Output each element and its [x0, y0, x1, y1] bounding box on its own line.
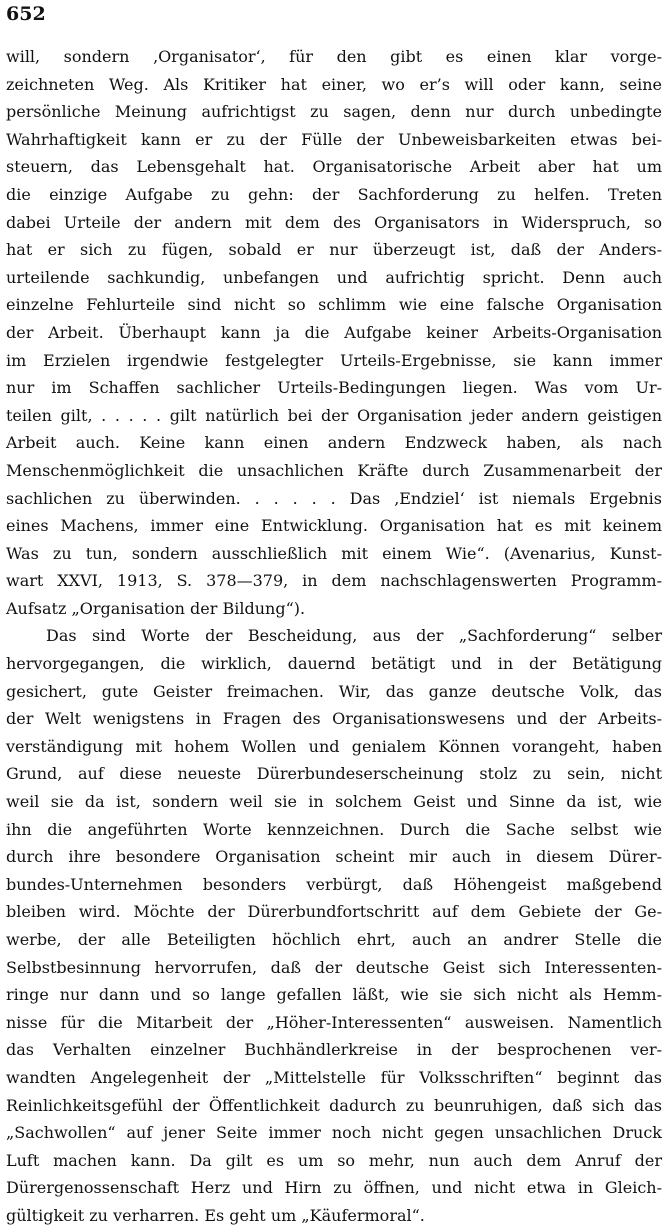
text-line: hat er sich zu fügen, sobald er nur überzeugt ist, daß der Anders- — [6, 240, 662, 260]
text-line: steuern, das Lebensgehalt hat. Organisatorische Arbeit aber hat um — [6, 157, 662, 177]
text-line: Arbeit auch. Keine kann einen andern Endzweck haben, als nach — [6, 433, 662, 453]
text-line: „Sachwollen“ auf jener Seite immer noch nicht gegen unsachlichen Druck — [6, 1123, 662, 1143]
text-line: gültigkeit zu verharren. Es geht um „Käufermoral“. — [6, 1205, 425, 1225]
text-line: Grund, auf diese neueste Dürerbundeserscheinung stolz zu sein, nicht — [6, 764, 662, 784]
text-line: nisse für die Mitarbeit der „Höher-Interessenten“ ausweisen. Namentlich — [6, 1012, 662, 1032]
text-line: einzelne Fehlurteile sind nicht so schlimm wie eine falsche Organisation — [6, 295, 662, 315]
text-line: Reinlichkeitsgefühl der Öffentlichkeit dadurch zu beunruhigen, daß sich das — [6, 1095, 662, 1115]
text-line: persönliche Meinung aufrichtigst zu sagen, denn nur durch unbedingte — [6, 102, 662, 122]
text-line: Das sind Worte der Bescheidung, aus der „Sachforderung“ selber — [46, 626, 662, 646]
text-line: werbe, der alle Beteiligten höchlich ehrt, auch an andrer Stelle die — [6, 930, 662, 949]
text-line: sachlichen zu überwinden. . . . . . Das ‚Endziel‘ ist niemals Ergebnis — [6, 488, 662, 508]
text-line: Was zu tun, sondern ausschließlich mit einem Wie“. (Avenarius, Kunst- — [6, 543, 662, 563]
text-line: nur im Schaffen sachlicher Urteils-Bedingungen liegen. Was vom Ur- — [6, 378, 662, 398]
text-line: bleiben wird. Möchte der Dürerbundfortschritt auf dem Gebiete der Ge- — [6, 902, 662, 922]
text-line: bundes-Unternehmen besonders verbürgt, daß Höhengeist maßgebend — [6, 874, 662, 894]
text-line: weil sie da ist, sondern weil sie in solchem Geist und Sinne da ist, wie — [6, 792, 662, 812]
text-line: will, sondern ‚Organisator‘, für den gibt es einen klar vorge- — [6, 47, 662, 66]
text-line: wandten Angelegenheit der „Mittelstelle für Volksschriften“ beginnt das — [6, 1067, 662, 1087]
text-line: der Welt wenigstens in Fragen des Organisationswesens und der Arbeits- — [6, 709, 662, 729]
text-line: hervorgegangen, die wirklich, dauernd betätigt und in der Betätigung — [6, 654, 662, 674]
text-line: Menschenmöglichkeit die unsachlichen Kräfte durch Zusammenarbeit der — [6, 460, 662, 480]
body-text — [6, 43, 662, 1230]
text-line: die einzige Aufgabe zu gehn: der Sachforderung zu helfen. Treten — [6, 184, 662, 204]
text-line: teilen gilt, . . . . . gilt natürlich bei der Organisation jeder andern geistigen — [6, 405, 662, 425]
text-line: wart XXVI, 1913, S. 378—379, in dem nachschlagenswerten Programm- — [6, 571, 662, 591]
text-line: durch ihre besondere Organisation scheint mir auch in diesem Dürer- — [6, 847, 662, 867]
text-line: ringe nur dann und so lange gefallen läßt, wie sie sich nicht als Hemm- — [6, 985, 662, 1005]
page-number: 652 — [6, 3, 46, 25]
text-line: Selbstbesinnung hervorrufen, daß der deutsche Geist sich Interessenten- — [6, 957, 662, 977]
text-line: verständigung mit hohem Wollen und genialem Können vorangeht, haben — [6, 736, 662, 756]
text-line: Luft machen kann. Da gilt es um so mehr, nun auch dem Anruf der — [6, 1150, 662, 1170]
text-line: Dürergenossenschaft Herz und Hirn zu öffnen, und nicht etwa in Gleich- — [6, 1178, 662, 1198]
paragraph — [6, 622, 662, 1229]
text-line: eines Machens, immer eine Entwicklung. Organisation hat es mit keinem — [6, 516, 662, 536]
text-line: ihn die angeführten Worte kennzeichnen. Durch die Sache selbst wie — [6, 819, 662, 839]
text-line: gesichert, gute Geister freimachen. Wir, das ganze deutsche Volk, das — [6, 681, 662, 701]
text-line: das Verhalten einzelner Buchhändlerkreise in der besprochenen ver- — [6, 1040, 662, 1060]
text-line: im Erzielen irgendwie festgelegter Urteils-Ergebnisse, sie kann immer — [6, 350, 662, 370]
text-line: der Arbeit. Überhaupt kann ja die Aufgabe keiner Arbeits-Organisation — [6, 322, 662, 342]
text-line: urteilende sachkundig, unbefangen und aufrichtig spricht. Denn auch — [6, 267, 662, 287]
paragraph — [6, 43, 662, 622]
text-line: dabei Urteile der andern mit dem des Organisators in Widerspruch, so — [6, 212, 662, 232]
text-line: zeichneten Weg. Als Kritiker hat einer, wo er’s will oder kann, seine — [6, 74, 662, 94]
text-line: Aufsatz „Organisation der Bildung“). — [6, 598, 306, 618]
text-line: Wahrhaftigkeit kann er zu der Fülle der Unbeweisbarkeiten etwas bei- — [6, 129, 662, 149]
